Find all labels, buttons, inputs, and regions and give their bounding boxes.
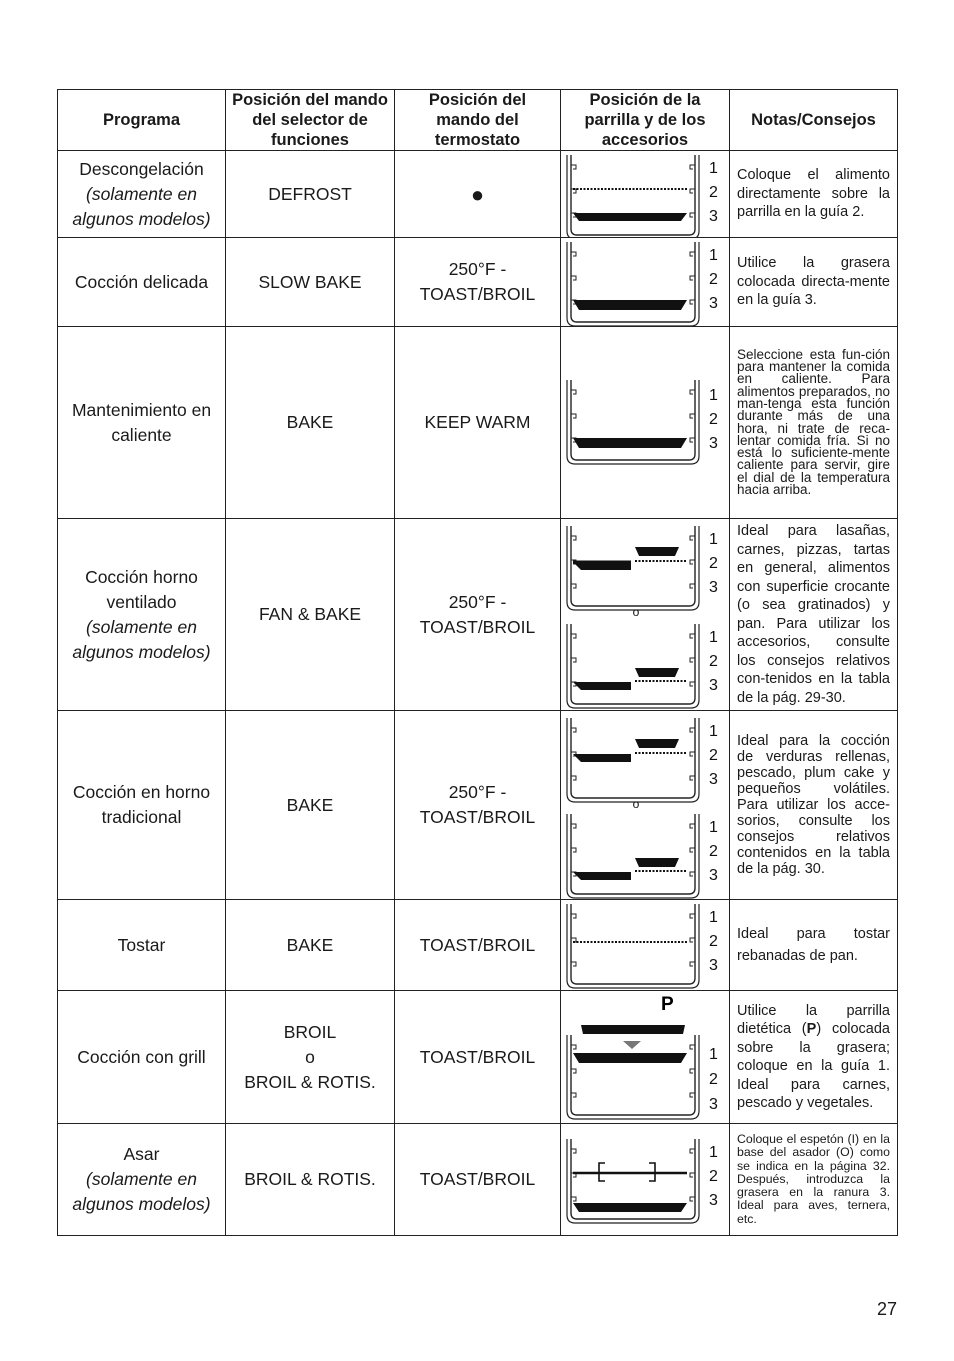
shelf-number-3: 3	[709, 957, 718, 974]
shelf-number-2: 2	[709, 554, 718, 572]
shelf-number-1: 1	[709, 722, 718, 740]
cell-notas: Ideal para lasañas, carnes, pizzas, tartas en general, alimentos con superficie crocante (o sea gratinados) y pan. Para utilizar los accesorios, consulte los consejos relativos con-tenidos en la tabla de la pág. 29-30.	[730, 519, 898, 711]
shelf-number-3: 3	[709, 208, 718, 225]
shelf-guide	[571, 1197, 695, 1201]
shelf-guide	[571, 276, 695, 280]
oven-functions-table	[57, 89, 898, 1236]
cell-termostato: KEEP WARM	[395, 327, 561, 519]
header-termostato: Posición del mando del termostato	[395, 90, 561, 151]
dietary-rack-label: P	[661, 994, 674, 1015]
cell-selector: BAKE	[226, 900, 395, 991]
cell-termostato: TOAST/BROIL	[395, 900, 561, 991]
table-row	[58, 711, 898, 900]
drip-pan	[573, 872, 631, 880]
cell-selector: FAN & BAKE	[226, 519, 395, 711]
oven-outline	[567, 242, 699, 326]
drip-pan	[573, 300, 687, 310]
cell-diagram	[561, 151, 730, 238]
oven-wall	[571, 904, 695, 984]
baking-tray	[635, 668, 679, 677]
shelf-guide	[571, 848, 695, 852]
header-selector: Posición del mando del selector de funciones	[226, 90, 395, 151]
baking-tray	[635, 858, 679, 867]
shelf-number-1: 1	[709, 1143, 718, 1161]
drip-pan	[573, 438, 687, 448]
shelf-number-2: 2	[709, 1167, 718, 1185]
selector-line: BROIL & ROTIS.	[244, 1071, 376, 1092]
shelf-number-3: 3	[709, 676, 718, 694]
shelf-number-2: 2	[709, 933, 718, 950]
cell-programa: Tostar	[58, 900, 226, 991]
oven-outline-bottom	[567, 814, 699, 898]
programa-name: Cocción horno ventilado	[85, 566, 198, 612]
shelf-guide	[571, 962, 695, 966]
oven-outer-wall	[567, 624, 699, 708]
drip-pan	[573, 1053, 687, 1063]
shelf-number-1: 1	[709, 160, 718, 177]
cell-selector: BROIL & ROTIS.	[226, 1124, 395, 1236]
oven-diagram	[561, 151, 729, 237]
shelf-guide	[571, 1093, 695, 1097]
cell-selector: SLOW BAKE	[226, 238, 395, 327]
cell-termostato: 250°F - TOAST/BROIL	[395, 711, 561, 900]
cell-programa: Cocción en horno tradicional	[58, 711, 226, 900]
oven-diagram	[561, 520, 729, 710]
cell-termostato: 250°F - TOAST/BROIL	[395, 238, 561, 327]
table-row	[58, 238, 898, 327]
shelf-number-2: 2	[709, 271, 718, 288]
oven-diagram	[561, 328, 729, 518]
table-row	[58, 991, 898, 1124]
arrow-down-icon	[623, 1041, 641, 1049]
table-row	[58, 1124, 898, 1236]
cell-notas: Ideal para tostar rebanadas de pan.	[730, 900, 898, 991]
oven-wall	[571, 155, 695, 235]
table-row	[58, 327, 898, 519]
cell-notas: Coloque el alimento directamente sobre la parrilla en la guía 2.	[730, 151, 898, 238]
shelf-number-2: 2	[709, 652, 718, 670]
shelf-guide	[571, 414, 695, 418]
cell-notas: Seleccione esta fun-ción para mantener la comida en caliente. Para alimentos preparados, no man-tenga esta función durante más de una hora, ni trate de reca-lentar comida fría. Si no está lo suficiente-mente caliente para servir, gire el dial de la temperatura hacia arriba.	[730, 327, 898, 519]
shelf-guide	[571, 634, 695, 638]
cell-diagram	[561, 327, 730, 519]
cell-diagram	[561, 991, 730, 1124]
cell-programa: Mantenimiento en caliente	[58, 327, 226, 519]
cell-selector	[226, 991, 395, 1124]
shelf-number-1: 1	[709, 1046, 718, 1063]
shelf-number-2: 2	[709, 746, 718, 764]
programa-name: Descongelación	[79, 158, 204, 179]
cell-programa: Cocción delicada	[58, 238, 226, 327]
cell-diagram	[561, 900, 730, 991]
cell-diagram	[561, 519, 730, 711]
or-label: o	[632, 796, 640, 811]
drip-pan	[573, 754, 631, 762]
table-row	[58, 151, 898, 238]
shelf-number-3: 3	[709, 434, 718, 452]
shelf-number-1: 1	[709, 818, 718, 836]
oven-wall	[571, 814, 695, 894]
oven-diagram	[561, 238, 729, 326]
cell-notas: Ideal para la cocción de verduras rellenas, pescado, plum cake y pequeños volátiles. Para utilizar los acce-sorios, consulte los consejos relativos contenidos en la tabla de la pág. 30.	[730, 711, 898, 900]
cell-diagram	[561, 711, 730, 900]
oven-outer-wall	[567, 814, 699, 898]
shelf-guide	[571, 728, 695, 732]
cell-diagram	[561, 1124, 730, 1236]
shelf-guide	[571, 824, 695, 828]
oven-diagram	[561, 991, 729, 1123]
baking-tray	[635, 739, 679, 748]
shelf-guide	[571, 1149, 695, 1153]
baking-tray	[635, 547, 679, 556]
drip-pan	[573, 682, 631, 690]
oven-diagram	[561, 900, 729, 990]
cell-selector: BAKE	[226, 327, 395, 519]
header-programa: Programa	[58, 90, 226, 151]
programa-note: (solamente en algunos modelos)	[72, 183, 211, 229]
oven-outer-wall	[567, 242, 699, 326]
shelf-number-1: 1	[709, 909, 718, 926]
dietary-rack	[581, 1025, 685, 1034]
shelf-guide	[571, 658, 695, 662]
oven-outline-bottom	[567, 624, 699, 708]
shelf-number-3: 3	[709, 1191, 718, 1209]
header-row	[58, 90, 898, 151]
page-number: 27	[876, 1299, 897, 1319]
programa-note: (solamente en algunos modelos)	[72, 1169, 211, 1214]
shelf-number-3: 3	[709, 770, 718, 788]
drip-pan	[573, 213, 687, 221]
shelf-guide	[571, 914, 695, 918]
cell-programa	[58, 1124, 226, 1236]
oven-diagram	[561, 712, 729, 899]
programa-note: (solamente en algunos modelos)	[72, 616, 211, 662]
shelf-number-3: 3	[709, 295, 718, 312]
cell-notas: Utilice la grasera colocada directa-mente en la guía 3.	[730, 238, 898, 327]
oven-outline	[567, 904, 699, 988]
cell-diagram	[561, 238, 730, 327]
shelf-number-3: 3	[709, 1096, 718, 1113]
shelf-number-1: 1	[709, 247, 718, 264]
shelf-number-3: 3	[709, 578, 718, 596]
shelf-number-2: 2	[709, 1071, 718, 1088]
shelf-guide	[571, 1069, 695, 1073]
shelf-number-2: 2	[709, 184, 718, 201]
cell-notas: Utilice la parrilla dietética (P) colocada sobre la grasera; coloque en la guía 1. Ideal para carnes, pescado y vegetales.	[730, 991, 898, 1124]
drip-pan	[573, 562, 631, 570]
oven-diagram	[561, 1125, 729, 1235]
or-label: o	[632, 604, 640, 619]
drip-pan	[573, 1203, 687, 1212]
shelf-guide	[571, 536, 695, 540]
oven-outline	[567, 380, 699, 464]
selector-line: o	[305, 1046, 315, 1067]
shelf-guide	[571, 584, 695, 588]
cell-programa: Cocción con grill	[58, 991, 226, 1124]
shelf-number-1: 1	[709, 628, 718, 646]
cell-programa	[58, 519, 226, 711]
oven-outer-wall	[567, 380, 699, 464]
shelf-guide	[571, 390, 695, 394]
table-row	[58, 900, 898, 991]
cell-termostato: TOAST/BROIL	[395, 991, 561, 1124]
oven-outline	[567, 155, 699, 237]
oven-outer-wall	[567, 904, 699, 988]
shelf-number-1: 1	[709, 530, 718, 548]
oven-wall	[571, 624, 695, 704]
shelf-number-2: 2	[709, 842, 718, 860]
shelf-number-1: 1	[709, 386, 718, 404]
cell-termostato: 250°F - TOAST/BROIL	[395, 519, 561, 711]
shelf-guide	[571, 252, 695, 256]
table-row	[58, 519, 898, 711]
shelf-number-3: 3	[709, 866, 718, 884]
shelf-guide	[571, 776, 695, 780]
cell-notas: Coloque el espetón (I) en la base del asador (O) como se indica en la página 32. Después, introduzca la grasera en la ranura 3. Ideal para aves, ternera, etc.	[730, 1124, 898, 1236]
programa-name: Asar	[123, 1144, 160, 1164]
oven-outer-wall	[567, 155, 699, 237]
cell-selector: BAKE	[226, 711, 395, 900]
shelf-guide	[571, 165, 695, 169]
shelf-number-2: 2	[709, 410, 718, 428]
cell-termostato: TOAST/BROIL	[395, 1124, 561, 1236]
cell-programa	[58, 151, 226, 238]
header-notas: Notas/Consejos	[730, 90, 898, 151]
cell-selector: DEFROST	[226, 151, 395, 238]
header-parrilla: Posición de la parrilla y de los accesorios	[561, 90, 730, 151]
selector-line: BROIL	[283, 1021, 337, 1042]
cell-termostato: ●	[395, 151, 561, 238]
